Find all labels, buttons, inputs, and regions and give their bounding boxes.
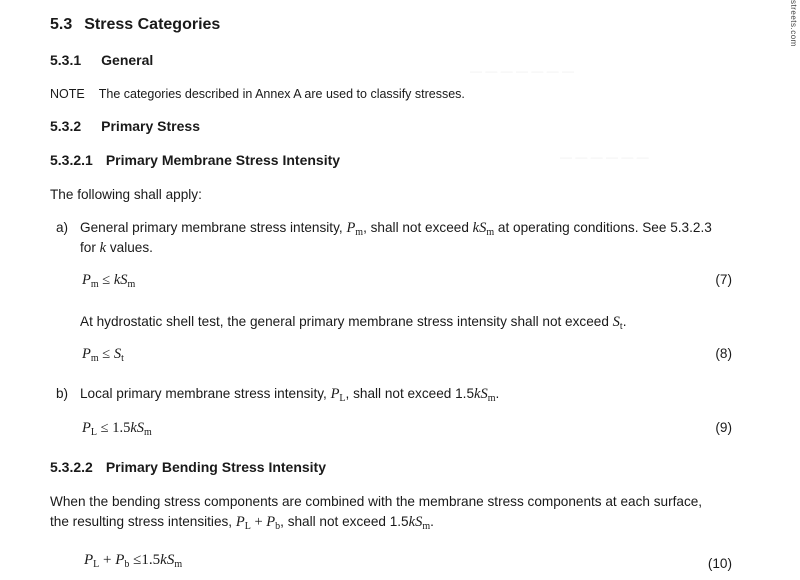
equation-9-formula: $P_L \le 1.5kS_m$ — [82, 420, 152, 438]
equation-8-formula: $P_m \le S_t$ — [82, 346, 124, 364]
intro-text: The following shall apply: — [50, 187, 202, 202]
bleed-through: — — — — — — — [560, 150, 649, 164]
symbol-ksm: $kS_m$ — [474, 386, 496, 404]
note-label: NOTE — [50, 87, 85, 101]
section-heading-5-3-2: 5.3.2 Primary Stress — [50, 118, 200, 134]
symbol-pl-plus-pb: $P_L + P_b$ — [235, 514, 281, 532]
equation-10-formula: $P_L + P_b \le 1.5kS_m$ — [84, 552, 183, 570]
section-heading-5-3-1: 5.3.1 General — [50, 52, 154, 68]
document-page: streets.com — — — — — — — — — — — — — 5.3 Stress Categories 5.3.1 General NOTE The categories described in Annex A are used to classify stresses. 5.3.2 Primary Stress 5.3.2.1 Primary Membrane Stress Intensity The following shall apply: a) General primary membrane stress intensity, $P_m$, shall not exceed $kS_m$ at operating conditions. See 5.3.2.3 for k values. $P_m \le kS_m$ (7) At hydrostatic shell test, the general primary membrane stress intensity shall not exceed $S_t$. $P_m \le S_t$ (8) b) Local primary membrane stress intensity, $P_L$, shall not exceed $1.5kS_m$. $P_L \le 1.5kS_m$ (9) 5.3.2.2 Primary Bending Stress Intensity When the bending stress components are combined with the membrane stress components at each surface, the resulting stress intensities, $P_L + P_b$, shall not exceed $1.5kS_m$. $P_L + P_b \le 1.5kS_m$ (10) — [0, 0, 800, 580]
symbol-pm: $P_m$ — [346, 220, 364, 238]
note-text: The categories described in Annex A are used to classify stresses. — [98, 87, 465, 101]
equation-number-10: (10) — [707, 556, 732, 571]
symbol-st: $S_t$ — [612, 314, 623, 332]
equation-number-9: (9) — [715, 420, 732, 435]
list-label-b: b) — [56, 386, 69, 401]
watermark: streets.com — [789, 0, 798, 47]
bending-paragraph: When the bending stress components are combined with the membrane stress components at each surface, the resulting stress intensities, $P_L + P_b$, shall not exceed $1.5kS_m$. — [50, 494, 703, 532]
equation-7-formula: $P_m \le kS_m$ — [82, 272, 136, 290]
symbol-ksm: $kS_m$ — [408, 514, 431, 532]
list-label-a: a) — [56, 220, 69, 235]
section-heading-5-3: 5.3 Stress Categories — [50, 16, 221, 33]
symbol-ksm: $kS_m$ — [472, 220, 495, 238]
note — [50, 84, 800, 104]
hydrostatic-text: At hydrostatic shell test, the general primary membrane stress intensity shall not exceed $S_t$. — [80, 314, 627, 332]
symbol-pl: $P_L$ — [330, 386, 346, 404]
equation-number-8: (8) — [715, 346, 732, 361]
section-heading-5-3-2-2: 5.3.2.2 Primary Bending Stress Intensity — [50, 459, 327, 475]
section-heading-5-3-2-1: 5.3.2.1 Primary Membrane Stress Intensity — [50, 152, 341, 168]
equation-number-7: (7) — [715, 272, 732, 287]
bleed-through: — — — — — — — — [470, 64, 575, 78]
